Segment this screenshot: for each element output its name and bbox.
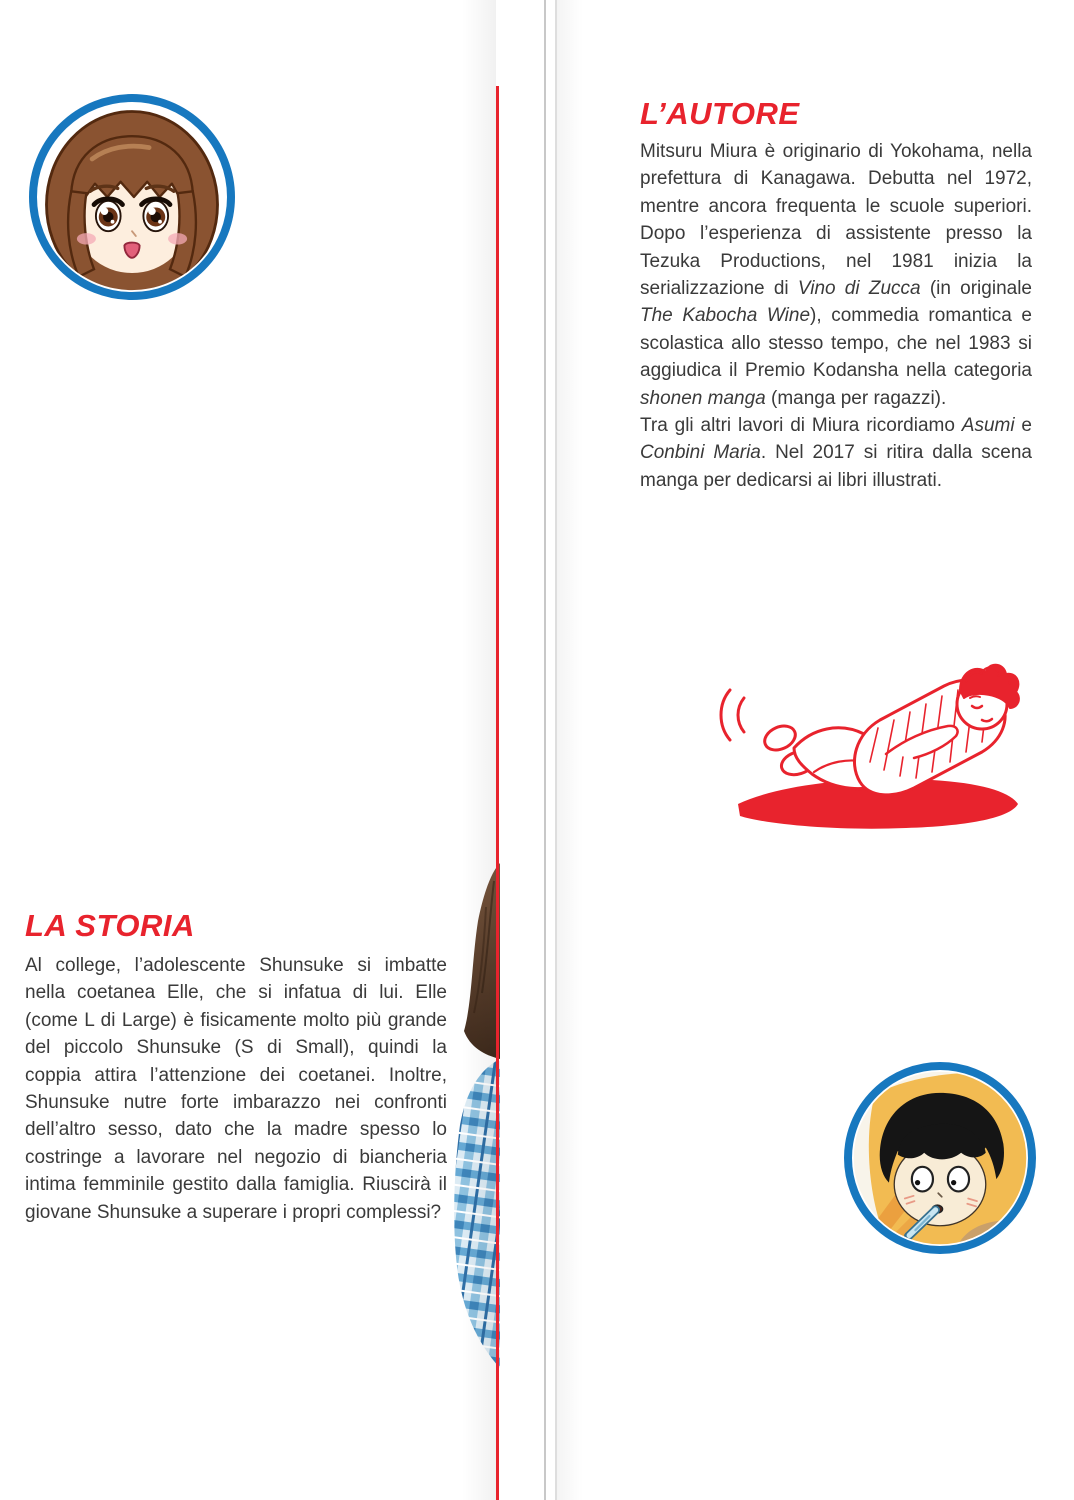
author-heading: L’AUTORE [640,96,800,131]
sleeping-figure-red-sketch [710,606,1040,851]
page-edge-line [555,0,557,1500]
boy-thermometer-illustration [852,1070,1028,1246]
boy-portrait [844,1062,1036,1254]
author-paragraph-2: Tra gli altri lavori di Miura ricordiamo Asumi e Conbini Maria. Nel 2017 si ritira dalla scena manga per dedicarsi ai libri illustrati. [640,415,1032,491]
author-bio [640,138,1032,494]
author-paragraph-1: Mitsuru Miura è originario di Yokohama, nella prefettura di Kanagawa. Debutta nel 1972, mentre ancora frequenta le scuole superiori. Dopo l’esperienza di assistente presso la Tezuka Productions, nel 1981 inizia la serializzazione di Vino di Zucca (in originale The Kabocha Wine), commedia romantica e scolastica allo stesso tempo, che nel 1983 si aggiudica il Premio Kodansha nella categoria shonen manga (manga per ragazzi). [640,141,1032,409]
story-heading: LA STORIA [25,908,195,943]
page-edge-line [544,0,546,1500]
story-body: Al college, l’adolescente Shunsuke si imbatte nella coetanea Elle, che si infatua di lui. Elle (come L di Large) è fisicamente molto più grande del piccolo Shunsuke (S di Small), quindi la coppia attira l’attenzione dei coetanei. Inoltre, Shunsuke nutre forte imbarazzo nei confronti dell’altro sesso, dato che la madre spesso lo costringe a lavorare nel negozio di biancheria intima femminile gestito dalla famiglia. Riuscirà il giovane Shunsuke a superare i propri complessi? [25,955,447,1223]
page-edge-art [450,863,500,1368]
girl-portrait [29,94,235,300]
cover-spine-red-edge [496,86,499,1500]
sleeping-figure-sketch [710,606,1040,851]
girl-face-illustration [37,102,227,292]
right-page-edge-shadow [557,0,583,1500]
cropped-cover-art-strip [450,863,500,1368]
